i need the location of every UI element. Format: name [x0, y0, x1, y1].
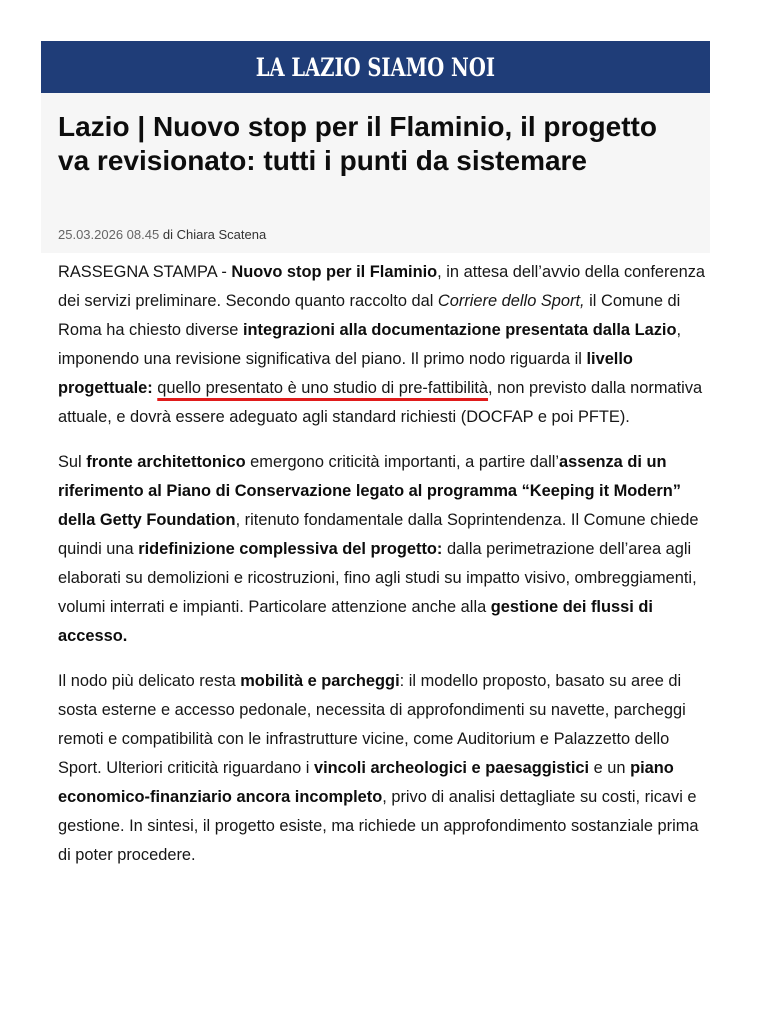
p2-text: dalla perimetrazione dell’area agli elaborati su demolizioni e ricostruzioni, fino agli studi su impatto visivo, ombreggiamenti, volumi interrati e impianti. Particolare attenzione anche alla [58, 540, 697, 616]
p3-bold: mobilità e parcheggi [240, 672, 400, 690]
p1-italic-source: Corriere dello Sport, [437, 292, 585, 310]
p3-text: : il modello proposto, basato su aree di sosta esterne e accesso pedonale, necessita di approfondimenti su navette, parcheggi remoti e compatibilità con le infrastrutture vicine, come Auditorium e Palazzetto dello Sport. Ulteriori criticità riguardano i [58, 672, 686, 777]
site-header [41, 41, 710, 93]
article-meta [58, 227, 266, 242]
p1-text: , non previsto dalla normativa attuale, e dovrà essere adeguato agli standard richiesti (DOCFAP e poi PFTE). [58, 379, 703, 426]
p3-bold: vincoli archeologici e paesaggistici [313, 759, 590, 777]
p3-text: , privo di analisi dettagliate su costi, ricavi e gestione. In sintesi, il progetto esiste, ma richiede un approfondimento sostanziale prima di poter procedere. [58, 788, 699, 864]
p2-bold: fronte architettonico [86, 453, 246, 471]
p1-bold: livello progettuale: [58, 350, 633, 397]
p3-bold: piano economico-finanziario ancora incompleto [58, 759, 674, 806]
paragraph-3 [58, 667, 708, 870]
p2-bold: gestione dei flussi di accesso. [58, 598, 653, 645]
paragraph-2 [58, 448, 708, 651]
p2-text: emergono criticità importanti, a partire dall’ [245, 453, 559, 471]
article-title: Lazio | Nuovo stop per il Flaminio, il progetto va revisionato: tutti i punti da sistemare [58, 111, 657, 176]
p1-text: RASSEGNA STAMPA - [58, 263, 232, 281]
site-logo[interactable]: LA LAZIO SIAMO NOI [255, 52, 496, 82]
article-author[interactable]: Chiara Scatena [176, 227, 267, 242]
p2-bold: ridefinizione complessiva del progetto: [138, 540, 443, 558]
p3-text: e un [589, 759, 631, 777]
p2-text: , ritenuto fondamentale dalla Soprintendenza. Il Comune chiede quindi una [58, 511, 699, 558]
p3-text: Il nodo più delicato resta [58, 672, 241, 690]
byline-prefix: di [162, 227, 173, 242]
p1-bold: Nuovo stop per il Flaminio [231, 263, 438, 281]
p2-bold: assenza di un riferimento al Piano di Conservazione legato al programma “Keeping it Modern” della Getty Foundation [58, 453, 681, 529]
p1-red-underlined: quello presentato è uno studio di pre-fattibilità [157, 379, 489, 397]
article-body [58, 258, 708, 886]
paragraph-1 [58, 258, 708, 432]
p1-text: , imponendo una revisione significativa del piano. Il primo nodo riguarda il [58, 321, 682, 368]
p2-text: Sul [58, 453, 87, 471]
p1-bold: integrazioni alla documentazione presentata dalla Lazio [242, 321, 677, 339]
p1-text: il Comune di Roma ha chiesto diverse [58, 292, 681, 339]
article-date: 25.03.2026 08.45 [58, 227, 160, 242]
p1-text: , in attesa dell’avvio della conferenza dei servizi preliminare. Secondo quanto raccolto dal [58, 263, 706, 310]
